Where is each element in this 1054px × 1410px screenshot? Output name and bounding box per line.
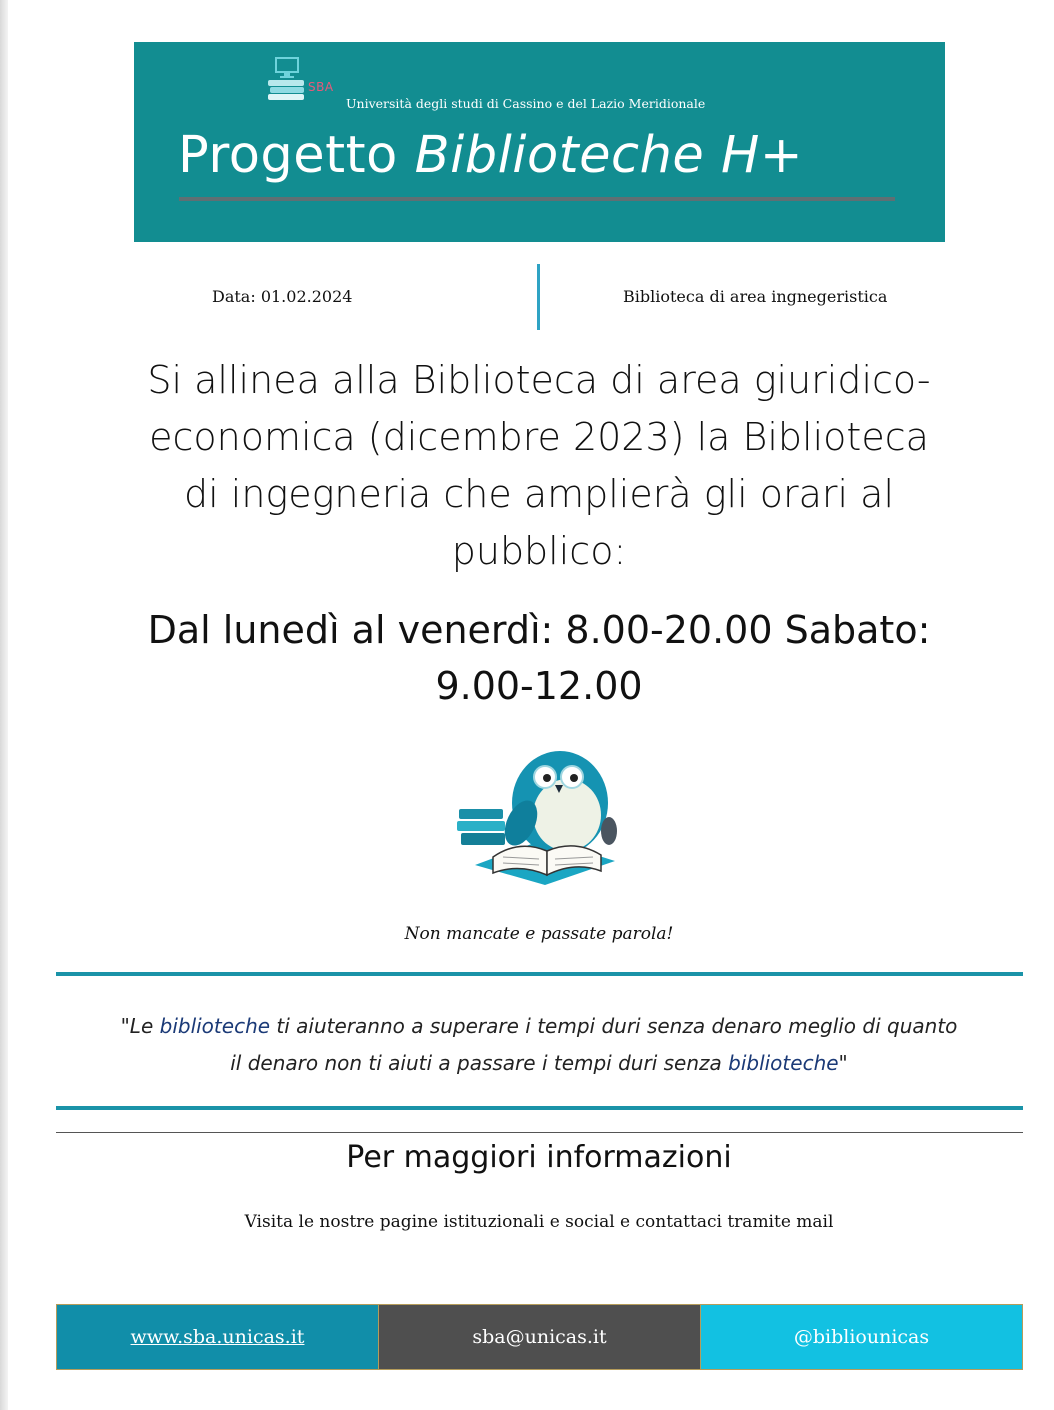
hours-line: Dal lunedì al venerdì: 8.00-20.00 Sabato: [147, 608, 931, 652]
quote-text-part: ti aiuteranno a superare i tempi duri senza denaro meglio di quanto [270, 1014, 958, 1038]
announcement-line: pubblico: [451, 529, 627, 573]
quote-bottom-rule [56, 1106, 1023, 1110]
quote-text-part: " [838, 1051, 848, 1075]
project-title-italic: Biblioteche H+ [414, 126, 804, 185]
project-title [178, 126, 803, 185]
quote-text [56, 1008, 1022, 1082]
announcement-line: economica (dicembre 2023) la Biblioteca [149, 415, 929, 459]
email-contact[interactable] [379, 1305, 701, 1369]
website-text[interactable]: www.sba.unicas.it [130, 1326, 305, 1348]
header-banner [134, 42, 945, 242]
quote-line-1 [56, 1008, 1022, 1045]
reading-penguin-illustration [455, 735, 625, 895]
page-edge-shadow [0, 0, 8, 1410]
website-link[interactable] [57, 1305, 379, 1369]
more-info-title: Per maggiori informazioni [346, 1140, 732, 1175]
social-handle[interactable] [701, 1305, 1022, 1369]
library-label: Biblioteca di area ingnegeristica [623, 287, 888, 306]
title-underline [179, 197, 895, 201]
social-text[interactable]: @bibliounicas [793, 1326, 930, 1348]
section-divider [56, 1132, 1023, 1133]
hours-line: 9.00-12.00 [435, 664, 643, 708]
more-info-subtitle: Visita le nostre pagine istituzionali e social e contattaci tramite mail [244, 1212, 834, 1232]
quote-top-rule [56, 972, 1023, 976]
university-name: Università degli studi di Cassino e del Lazio Meridionale [346, 96, 706, 111]
quote-line-2 [56, 1045, 1022, 1082]
quote-text-part: il denaro non ti aiuti a passare i tempi duri senza [230, 1051, 729, 1075]
announcement-line: di ingegneria che amplierà gli orari al [184, 472, 894, 516]
contact-footer [56, 1304, 1023, 1370]
announcement-text [56, 352, 1022, 580]
quote-text-part: "Le [120, 1014, 160, 1038]
vertical-divider [537, 264, 540, 330]
tagline: Non mancate e passate parola! [404, 924, 674, 944]
quote-keyword: biblioteche [159, 1014, 271, 1038]
announcement-line: Si allinea alla Biblioteca di area giuridico- [147, 358, 931, 402]
opening-hours [56, 602, 1022, 714]
quote-keyword: biblioteche [728, 1051, 839, 1075]
logo-label: SBA [308, 80, 334, 94]
project-title-plain: Progetto [178, 126, 415, 185]
email-text[interactable]: sba@unicas.it [472, 1326, 607, 1348]
date-label: Data: 01.02.2024 [212, 287, 353, 306]
